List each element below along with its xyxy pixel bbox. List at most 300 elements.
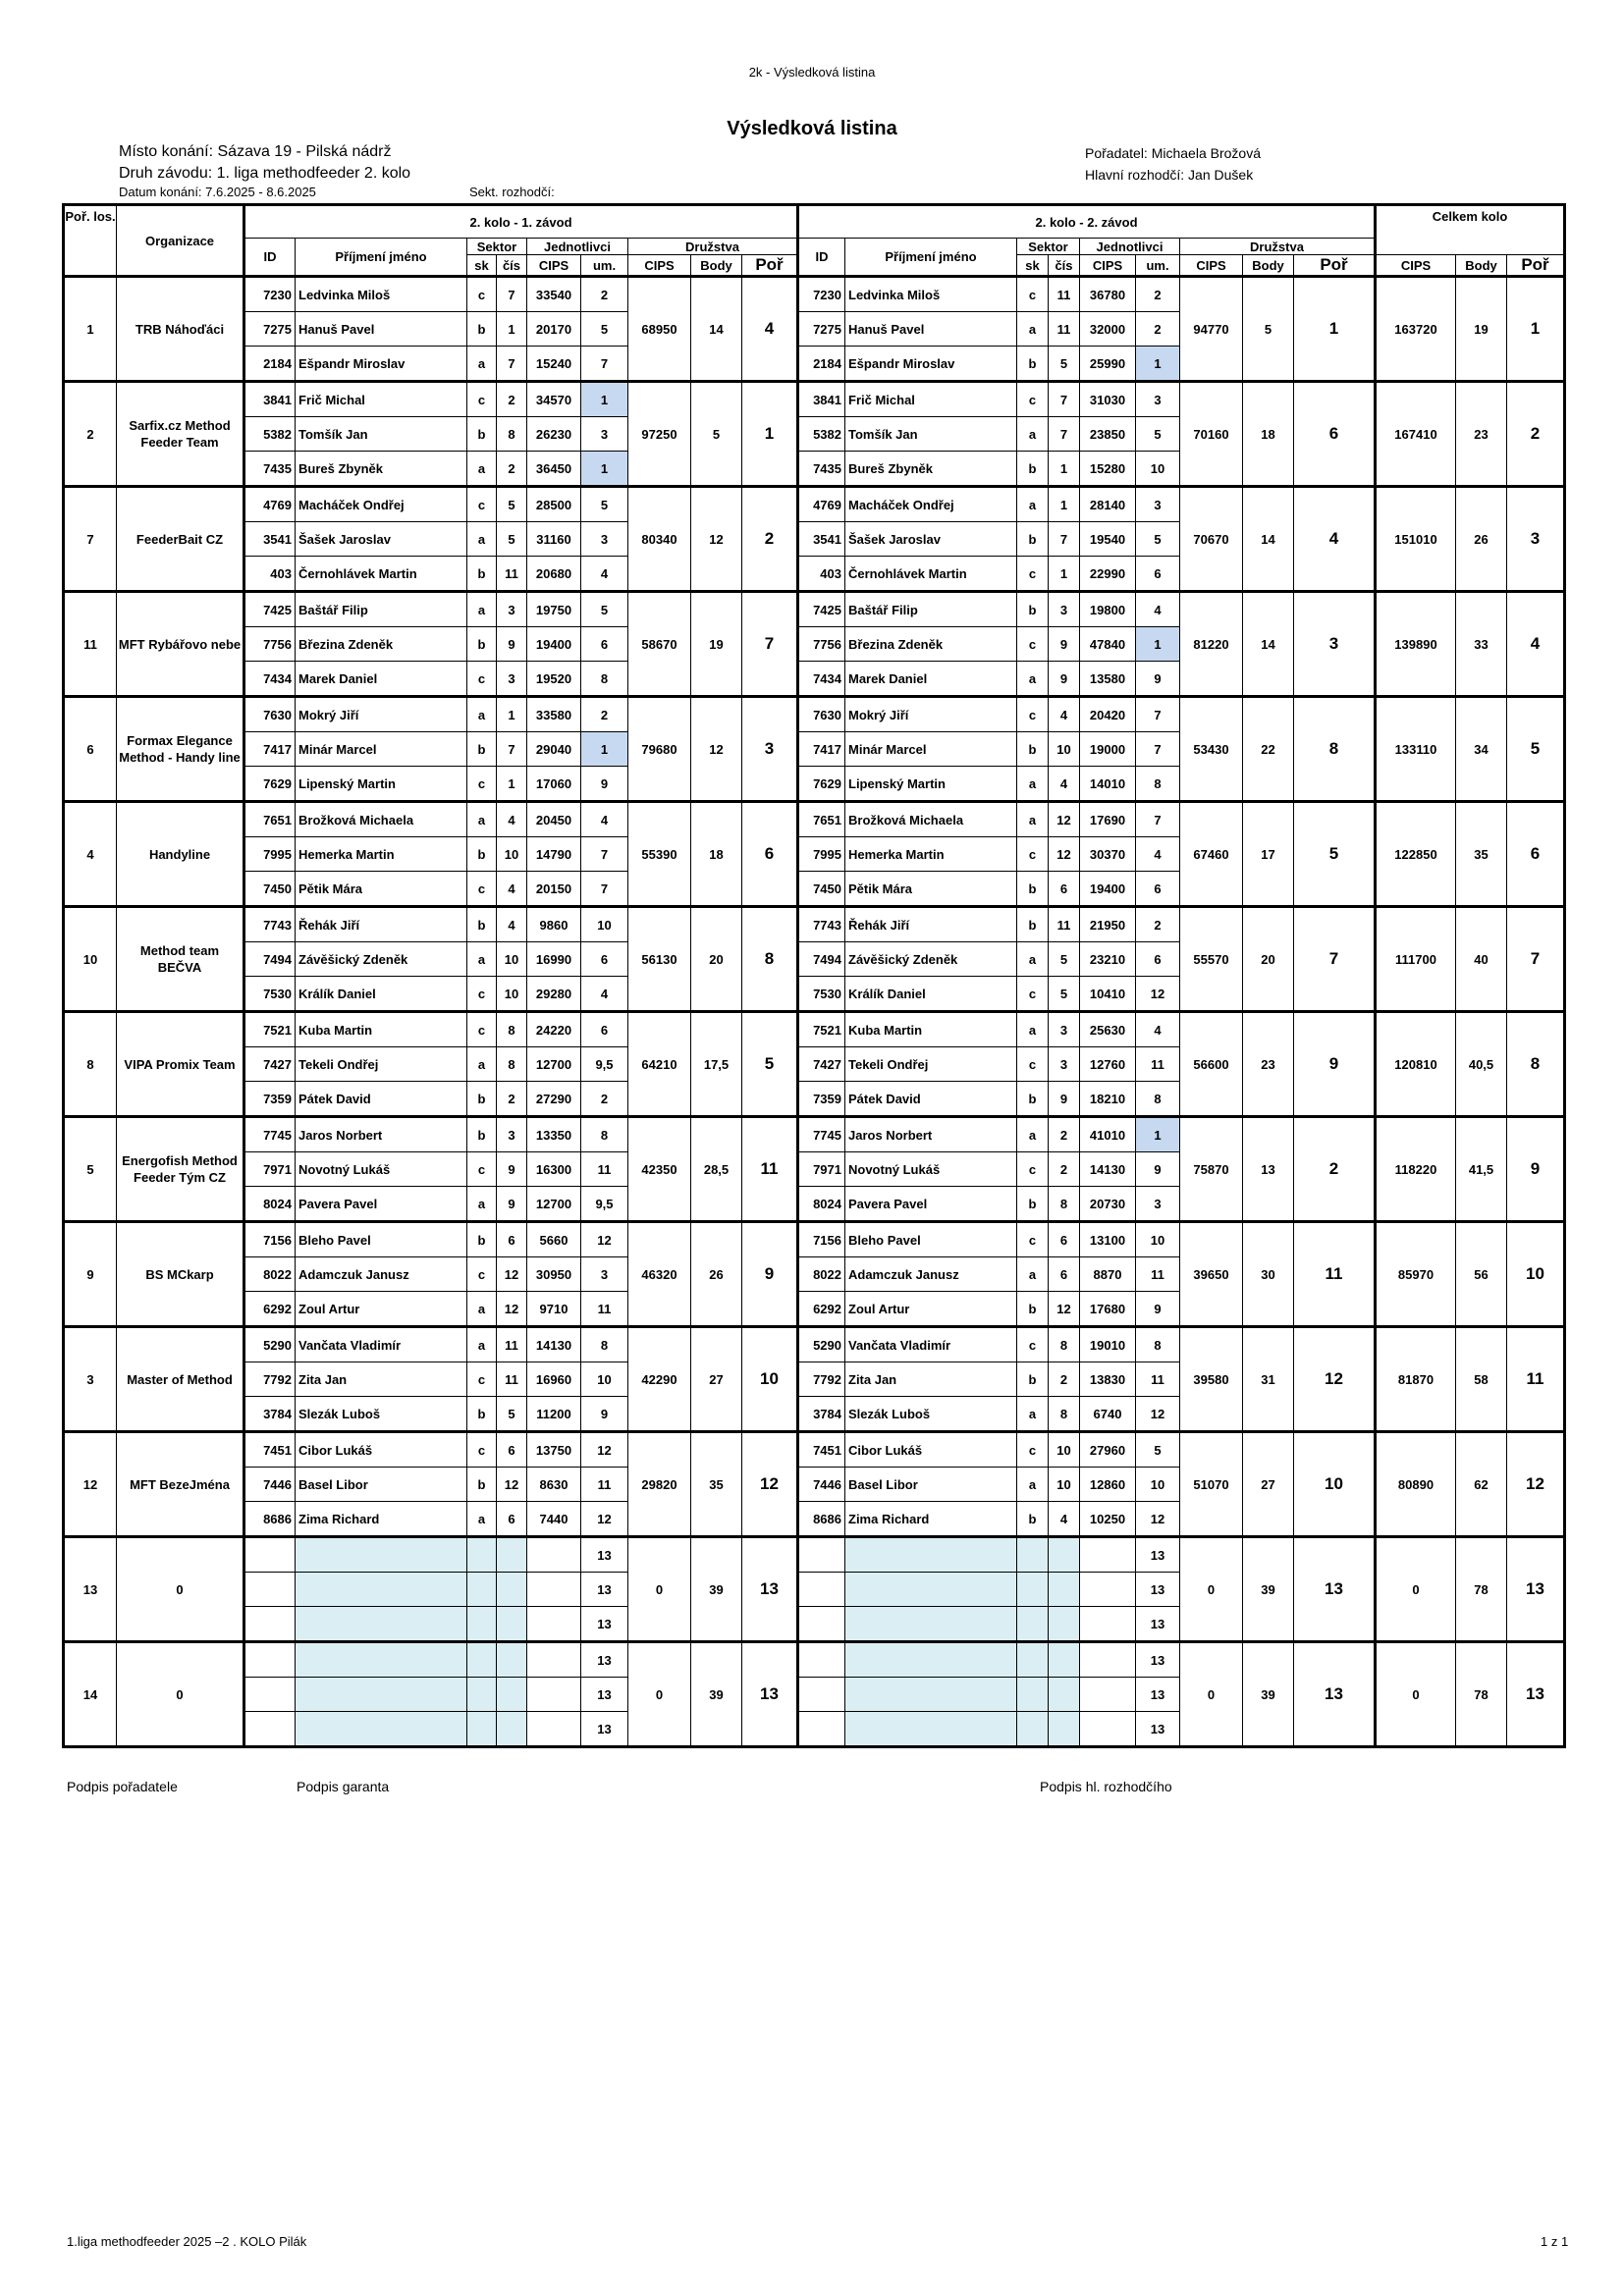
r2-member-peg: 9 — [1049, 1082, 1080, 1117]
table-row — [64, 802, 1565, 837]
r2-member-name — [845, 1607, 1017, 1642]
r2-team-cips: 56600 — [1180, 1012, 1243, 1117]
r2-member-name: Marek Daniel — [845, 662, 1017, 697]
r2-member-placement: 4 — [1136, 837, 1180, 872]
r2-member-peg: 2 — [1049, 1152, 1080, 1187]
header-r1-sektor: Sektor — [467, 239, 527, 255]
r2-member-sector: b — [1017, 872, 1049, 907]
r1-member-peg — [497, 1642, 527, 1678]
r1-member-placement: 10 — [581, 1362, 628, 1397]
r2-member-placement: 3 — [1136, 487, 1180, 522]
r1-member-cips: 12700 — [527, 1187, 581, 1222]
r2-member-placement: 13 — [1136, 1678, 1180, 1712]
table-row — [64, 487, 1565, 522]
r1-member-sector: c — [467, 977, 497, 1012]
r2-member-cips: 41010 — [1080, 1117, 1136, 1152]
r1-member-id — [244, 1712, 296, 1747]
r1-member-cips: 17060 — [527, 767, 581, 802]
r2-member-name: Baštář Filip — [845, 592, 1017, 627]
venue-info: Místo konání: Sázava 19 - Pilská nádrž — [119, 143, 392, 160]
total-points: 40,5 — [1456, 1012, 1507, 1117]
total-rank: 7 — [1507, 907, 1565, 1012]
r2-member-name: Frič Michal — [845, 382, 1017, 417]
r2-member-placement: 13 — [1136, 1642, 1180, 1678]
r2-member-id: 7629 — [798, 767, 845, 802]
header-celkem: Celkem kolo — [1376, 205, 1565, 255]
team-draw-number: 8 — [64, 1012, 117, 1117]
header-r1-cips: CIPS — [527, 255, 581, 277]
r2-team-rank: 3 — [1294, 592, 1376, 697]
r2-member-id: 5382 — [798, 417, 845, 452]
r1-member-placement: 11 — [581, 1152, 628, 1187]
r2-member-peg: 5 — [1049, 347, 1080, 382]
r1-team-points: 18 — [691, 802, 742, 907]
r1-member-cips: 5660 — [527, 1222, 581, 1257]
r1-member-sector — [467, 1607, 497, 1642]
total-points: 34 — [1456, 697, 1507, 802]
r1-member-sector: b — [467, 1468, 497, 1502]
r1-member-peg — [497, 1537, 527, 1573]
r1-member-cips: 16300 — [527, 1152, 581, 1187]
header-r2-por: Poř — [1294, 255, 1376, 277]
r2-member-peg: 6 — [1049, 1222, 1080, 1257]
r1-member-sector — [467, 1573, 497, 1607]
header-r2-sektor: Sektor — [1017, 239, 1080, 255]
r2-member-sector: c — [1017, 557, 1049, 592]
r2-member-id — [798, 1537, 845, 1573]
r2-member-name: Vančata Vladimír — [845, 1327, 1017, 1362]
r1-member-id: 3841 — [244, 382, 296, 417]
r1-member-peg: 12 — [497, 1257, 527, 1292]
r2-member-peg: 8 — [1049, 1187, 1080, 1222]
r1-member-cips: 26230 — [527, 417, 581, 452]
total-points: 58 — [1456, 1327, 1507, 1432]
r2-team-rank: 11 — [1294, 1222, 1376, 1327]
r2-member-name: Hanuš Pavel — [845, 312, 1017, 347]
r1-member-cips: 9860 — [527, 907, 581, 942]
r1-member-name: Tekeli Ondřej — [296, 1047, 467, 1082]
r2-team-cips: 67460 — [1180, 802, 1243, 907]
r2-member-peg: 11 — [1049, 277, 1080, 312]
chief-judge-info: Hlavní rozhodčí: Jan Dušek — [1085, 167, 1254, 183]
r1-member-name: Basel Libor — [296, 1468, 467, 1502]
r2-member-name: Tomšík Jan — [845, 417, 1017, 452]
r1-member-id: 7156 — [244, 1222, 296, 1257]
r1-member-cips: 19400 — [527, 627, 581, 662]
r2-member-sector: a — [1017, 487, 1049, 522]
organizer-info: Pořadatel: Michaela Brožová — [1085, 145, 1261, 161]
r1-team-cips: 58670 — [628, 592, 691, 697]
r1-member-peg: 3 — [497, 592, 527, 627]
r1-member-placement: 6 — [581, 942, 628, 977]
header-total-por: Poř — [1507, 255, 1565, 277]
r2-member-placement: 6 — [1136, 557, 1180, 592]
r2-member-id: 7275 — [798, 312, 845, 347]
total-points: 56 — [1456, 1222, 1507, 1327]
team-organization: FeederBait CZ — [117, 487, 244, 592]
r1-member-cips: 31160 — [527, 522, 581, 557]
r2-member-name — [845, 1642, 1017, 1678]
r2-member-id: 7651 — [798, 802, 845, 837]
r2-member-id: 7745 — [798, 1117, 845, 1152]
r2-member-sector: a — [1017, 417, 1049, 452]
table-row — [64, 277, 1565, 312]
r2-member-sector: b — [1017, 347, 1049, 382]
r2-member-sector: a — [1017, 1257, 1049, 1292]
table-row — [64, 1327, 1565, 1362]
r2-member-peg: 1 — [1049, 557, 1080, 592]
r1-member-name: Zoul Artur — [296, 1292, 467, 1327]
r2-member-peg: 11 — [1049, 312, 1080, 347]
r1-member-id: 6292 — [244, 1292, 296, 1327]
r2-member-id: 2184 — [798, 347, 845, 382]
r2-member-cips: 10250 — [1080, 1502, 1136, 1537]
page-title: Výsledková listina — [727, 118, 897, 139]
r1-member-name: Březina Zdeněk — [296, 627, 467, 662]
r2-member-peg: 9 — [1049, 627, 1080, 662]
r1-member-placement: 6 — [581, 627, 628, 662]
r1-team-rank: 3 — [742, 697, 798, 802]
r1-member-cips: 20170 — [527, 312, 581, 347]
r1-member-cips — [527, 1712, 581, 1747]
r1-member-peg: 11 — [497, 557, 527, 592]
r1-member-peg: 5 — [497, 1397, 527, 1432]
r2-member-placement: 2 — [1136, 277, 1180, 312]
r2-member-id: 3541 — [798, 522, 845, 557]
r2-member-cips: 13830 — [1080, 1362, 1136, 1397]
r2-team-cips: 70670 — [1180, 487, 1243, 592]
r1-team-cips: 46320 — [628, 1222, 691, 1327]
r1-member-placement: 11 — [581, 1468, 628, 1502]
r2-team-points: 13 — [1243, 1117, 1294, 1222]
r2-member-sector: b — [1017, 1292, 1049, 1327]
r2-member-peg: 2 — [1049, 1117, 1080, 1152]
r2-member-id: 7451 — [798, 1432, 845, 1468]
r1-member-peg: 5 — [497, 522, 527, 557]
total-cips: 139890 — [1376, 592, 1456, 697]
r2-member-placement: 4 — [1136, 592, 1180, 627]
r2-member-name: Hemerka Martin — [845, 837, 1017, 872]
team-organization: Sarfix.cz Method Feeder Team — [117, 382, 244, 487]
r2-member-id: 8686 — [798, 1502, 845, 1537]
r1-member-id: 7451 — [244, 1432, 296, 1468]
signature-organizer: Podpis pořadatele — [67, 1779, 178, 1794]
total-rank: 11 — [1507, 1327, 1565, 1432]
r1-team-rank: 13 — [742, 1642, 798, 1747]
r2-member-cips: 19800 — [1080, 592, 1136, 627]
r2-team-rank: 1 — [1294, 277, 1376, 382]
team-organization: 0 — [117, 1537, 244, 1642]
r2-member-sector — [1017, 1573, 1049, 1607]
r2-member-sector: a — [1017, 767, 1049, 802]
r2-member-name: Pavera Pavel — [845, 1187, 1017, 1222]
total-cips: 0 — [1376, 1537, 1456, 1642]
r2-team-rank: 12 — [1294, 1327, 1376, 1432]
r1-member-name: Baštář Filip — [296, 592, 467, 627]
r1-member-name: Šašek Jaroslav — [296, 522, 467, 557]
r2-member-cips: 25630 — [1080, 1012, 1136, 1047]
header-por-los — [64, 205, 117, 277]
r2-member-cips — [1080, 1712, 1136, 1747]
header-r1-druzstva: Družstva — [628, 239, 798, 255]
r1-member-id: 7743 — [244, 907, 296, 942]
r1-team-cips: 55390 — [628, 802, 691, 907]
r1-team-cips: 97250 — [628, 382, 691, 487]
r1-member-sector: b — [467, 1117, 497, 1152]
r2-member-placement: 11 — [1136, 1047, 1180, 1082]
total-points: 62 — [1456, 1432, 1507, 1537]
r2-member-placement: 13 — [1136, 1712, 1180, 1747]
r1-team-rank: 10 — [742, 1327, 798, 1432]
team-organization: MFT BezeJména — [117, 1432, 244, 1537]
r2-member-peg: 12 — [1049, 837, 1080, 872]
r2-member-sector: c — [1017, 1432, 1049, 1468]
r1-member-sector: b — [467, 1397, 497, 1432]
r2-member-cips: 12760 — [1080, 1047, 1136, 1082]
r1-member-placement: 9,5 — [581, 1187, 628, 1222]
r2-member-name: Ešpandr Miroslav — [845, 347, 1017, 382]
r1-member-sector: c — [467, 277, 497, 312]
r2-team-cips: 53430 — [1180, 697, 1243, 802]
r2-member-placement: 8 — [1136, 1082, 1180, 1117]
r1-member-name: Bureš Zbyněk — [296, 452, 467, 487]
r2-member-placement: 7 — [1136, 732, 1180, 767]
r1-member-cips: 16990 — [527, 942, 581, 977]
r2-member-name: Brožková Michaela — [845, 802, 1017, 837]
r1-member-name: Jaros Norbert — [296, 1117, 467, 1152]
r2-team-points: 39 — [1243, 1537, 1294, 1642]
r1-member-placement: 13 — [581, 1607, 628, 1642]
r1-member-placement: 12 — [581, 1502, 628, 1537]
r1-member-cips: 20680 — [527, 557, 581, 592]
r1-team-points: 28,5 — [691, 1117, 742, 1222]
r1-member-cips — [527, 1537, 581, 1573]
r1-member-placement: 3 — [581, 522, 628, 557]
r1-member-id: 7530 — [244, 977, 296, 1012]
r1-team-points: 5 — [691, 382, 742, 487]
r1-member-placement: 4 — [581, 802, 628, 837]
r1-member-peg — [497, 1607, 527, 1642]
r1-member-cips: 33540 — [527, 277, 581, 312]
r2-member-id: 7530 — [798, 977, 845, 1012]
r1-team-points: 35 — [691, 1432, 742, 1537]
race-type-info: Druh závodu: 1. liga methodfeeder 2. kolo — [119, 165, 411, 182]
r1-member-sector: c — [467, 1432, 497, 1468]
r2-member-peg: 12 — [1049, 1292, 1080, 1327]
r1-member-placement: 1 — [581, 452, 628, 487]
r1-member-id: 7230 — [244, 277, 296, 312]
r1-member-name: Ešpandr Miroslav — [296, 347, 467, 382]
r1-member-peg: 3 — [497, 1117, 527, 1152]
r1-member-sector: a — [467, 1047, 497, 1082]
team-draw-number: 1 — [64, 277, 117, 382]
r1-member-name: Minár Marcel — [296, 732, 467, 767]
r1-member-sector: c — [467, 872, 497, 907]
r2-team-cips: 75870 — [1180, 1117, 1243, 1222]
r2-member-placement: 12 — [1136, 977, 1180, 1012]
r1-member-id: 7756 — [244, 627, 296, 662]
r1-team-points: 39 — [691, 1537, 742, 1642]
table-row — [64, 1642, 1565, 1678]
r1-member-placement: 1 — [581, 382, 628, 417]
r2-member-cips: 19010 — [1080, 1327, 1136, 1362]
r1-member-peg: 8 — [497, 1012, 527, 1047]
r1-member-peg: 6 — [497, 1502, 527, 1537]
r2-member-cips: 14130 — [1080, 1152, 1136, 1187]
r2-member-sector: b — [1017, 592, 1049, 627]
date-info: Datum konání: 7.6.2025 - 8.6.2025 — [119, 185, 316, 199]
r2-member-cips: 20730 — [1080, 1187, 1136, 1222]
r1-member-peg: 9 — [497, 1152, 527, 1187]
r1-member-cips: 11200 — [527, 1397, 581, 1432]
r1-member-id: 7521 — [244, 1012, 296, 1047]
r2-member-sector: a — [1017, 1012, 1049, 1047]
r1-member-placement: 9 — [581, 1397, 628, 1432]
r2-member-name: Březina Zdeněk — [845, 627, 1017, 662]
r2-member-id: 7630 — [798, 697, 845, 732]
table-row — [64, 592, 1565, 627]
r1-member-peg: 10 — [497, 837, 527, 872]
r1-member-placement: 13 — [581, 1642, 628, 1678]
r1-member-sector: b — [467, 1082, 497, 1117]
total-rank: 8 — [1507, 1012, 1565, 1117]
r2-member-placement: 8 — [1136, 767, 1180, 802]
r2-member-cips: 13100 — [1080, 1222, 1136, 1257]
r2-member-sector: b — [1017, 907, 1049, 942]
total-rank: 9 — [1507, 1117, 1565, 1222]
results-table — [62, 203, 1566, 1748]
r2-member-cips: 21950 — [1080, 907, 1136, 942]
total-rank: 13 — [1507, 1642, 1565, 1747]
r1-member-cips — [527, 1678, 581, 1712]
table-row — [64, 1432, 1565, 1468]
team-draw-number: 5 — [64, 1117, 117, 1222]
r1-member-name: Hanuš Pavel — [296, 312, 467, 347]
r2-member-sector — [1017, 1712, 1049, 1747]
total-rank: 12 — [1507, 1432, 1565, 1537]
r2-member-cips — [1080, 1573, 1136, 1607]
r1-member-placement: 13 — [581, 1678, 628, 1712]
page-header: 2k - Výsledková listina — [748, 65, 876, 80]
r1-member-placement: 3 — [581, 1257, 628, 1292]
team-organization: TRB Náhoďáci — [117, 277, 244, 382]
r1-member-id: 7629 — [244, 767, 296, 802]
r1-member-cips: 9710 — [527, 1292, 581, 1327]
r2-member-sector — [1017, 1642, 1049, 1678]
total-cips: 133110 — [1376, 697, 1456, 802]
r1-member-id: 7275 — [244, 312, 296, 347]
r2-member-sector: a — [1017, 1117, 1049, 1152]
r1-member-sector: c — [467, 1012, 497, 1047]
r1-member-id — [244, 1537, 296, 1573]
r1-member-placement: 5 — [581, 312, 628, 347]
total-rank: 13 — [1507, 1537, 1565, 1642]
team-draw-number: 7 — [64, 487, 117, 592]
r1-team-rank: 11 — [742, 1117, 798, 1222]
r2-member-sector: c — [1017, 1327, 1049, 1362]
r2-member-sector: b — [1017, 452, 1049, 487]
r1-team-points: 14 — [691, 277, 742, 382]
r1-member-placement: 5 — [581, 592, 628, 627]
team-organization: Handyline — [117, 802, 244, 907]
total-cips: 85970 — [1376, 1222, 1456, 1327]
r2-member-placement: 5 — [1136, 417, 1180, 452]
r2-member-name: Slezák Luboš — [845, 1397, 1017, 1432]
r1-member-placement: 12 — [581, 1432, 628, 1468]
total-points: 78 — [1456, 1642, 1507, 1747]
header-r1-team-cips: CIPS — [628, 255, 691, 277]
r1-member-name: Cibor Lukáš — [296, 1432, 467, 1468]
r2-member-sector: a — [1017, 662, 1049, 697]
r2-member-name — [845, 1678, 1017, 1712]
r2-member-id: 7359 — [798, 1082, 845, 1117]
r2-team-points: 31 — [1243, 1327, 1294, 1432]
r2-team-rank: 7 — [1294, 907, 1376, 1012]
r2-member-sector: c — [1017, 837, 1049, 872]
team-draw-number: 11 — [64, 592, 117, 697]
team-draw-number: 12 — [64, 1432, 117, 1537]
total-cips: 163720 — [1376, 277, 1456, 382]
table-row — [64, 382, 1565, 417]
total-points: 26 — [1456, 487, 1507, 592]
r2-member-id: 6292 — [798, 1292, 845, 1327]
r2-member-id: 8024 — [798, 1187, 845, 1222]
r1-member-peg: 2 — [497, 1082, 527, 1117]
total-rank: 10 — [1507, 1222, 1565, 1327]
r2-member-placement: 10 — [1136, 1468, 1180, 1502]
r1-team-cips: 29820 — [628, 1432, 691, 1537]
r1-member-cips: 13350 — [527, 1117, 581, 1152]
r2-member-id: 7156 — [798, 1222, 845, 1257]
r1-member-peg: 2 — [497, 382, 527, 417]
r1-member-id: 403 — [244, 557, 296, 592]
r1-member-cips: 19750 — [527, 592, 581, 627]
r2-member-name: Zima Richard — [845, 1502, 1017, 1537]
header-r2-team-cips: CIPS — [1180, 255, 1243, 277]
total-points: 23 — [1456, 382, 1507, 487]
header-r1-jednotlivci: Jednotlivci — [527, 239, 628, 255]
r2-member-id: 7417 — [798, 732, 845, 767]
header-r1-id: ID — [244, 239, 296, 277]
r2-team-points: 30 — [1243, 1222, 1294, 1327]
r2-member-peg — [1049, 1678, 1080, 1712]
r1-member-peg: 4 — [497, 872, 527, 907]
r2-team-points: 17 — [1243, 802, 1294, 907]
r2-member-cips: 19000 — [1080, 732, 1136, 767]
header-r1-por: Poř — [742, 255, 798, 277]
r1-member-sector: b — [467, 907, 497, 942]
r1-member-id: 8686 — [244, 1502, 296, 1537]
r1-member-cips: 7440 — [527, 1502, 581, 1537]
r1-member-sector: b — [467, 1222, 497, 1257]
team-organization: Energofish Method Feeder Tým CZ — [117, 1117, 244, 1222]
total-rank: 2 — [1507, 382, 1565, 487]
header-r1-um: um. — [581, 255, 628, 277]
r2-team-rank: 13 — [1294, 1642, 1376, 1747]
r2-member-name: Králík Daniel — [845, 977, 1017, 1012]
header-round1: 2. kolo - 1. závod — [244, 205, 798, 239]
r1-member-cips: 29040 — [527, 732, 581, 767]
team-draw-number: 9 — [64, 1222, 117, 1327]
r2-team-points: 14 — [1243, 592, 1294, 697]
r1-member-name: Zima Richard — [296, 1502, 467, 1537]
r2-member-placement: 11 — [1136, 1257, 1180, 1292]
r1-member-placement: 12 — [581, 1222, 628, 1257]
r2-team-rank: 4 — [1294, 487, 1376, 592]
r2-member-name — [845, 1573, 1017, 1607]
r1-team-rank: 4 — [742, 277, 798, 382]
r2-member-name: Šašek Jaroslav — [845, 522, 1017, 557]
